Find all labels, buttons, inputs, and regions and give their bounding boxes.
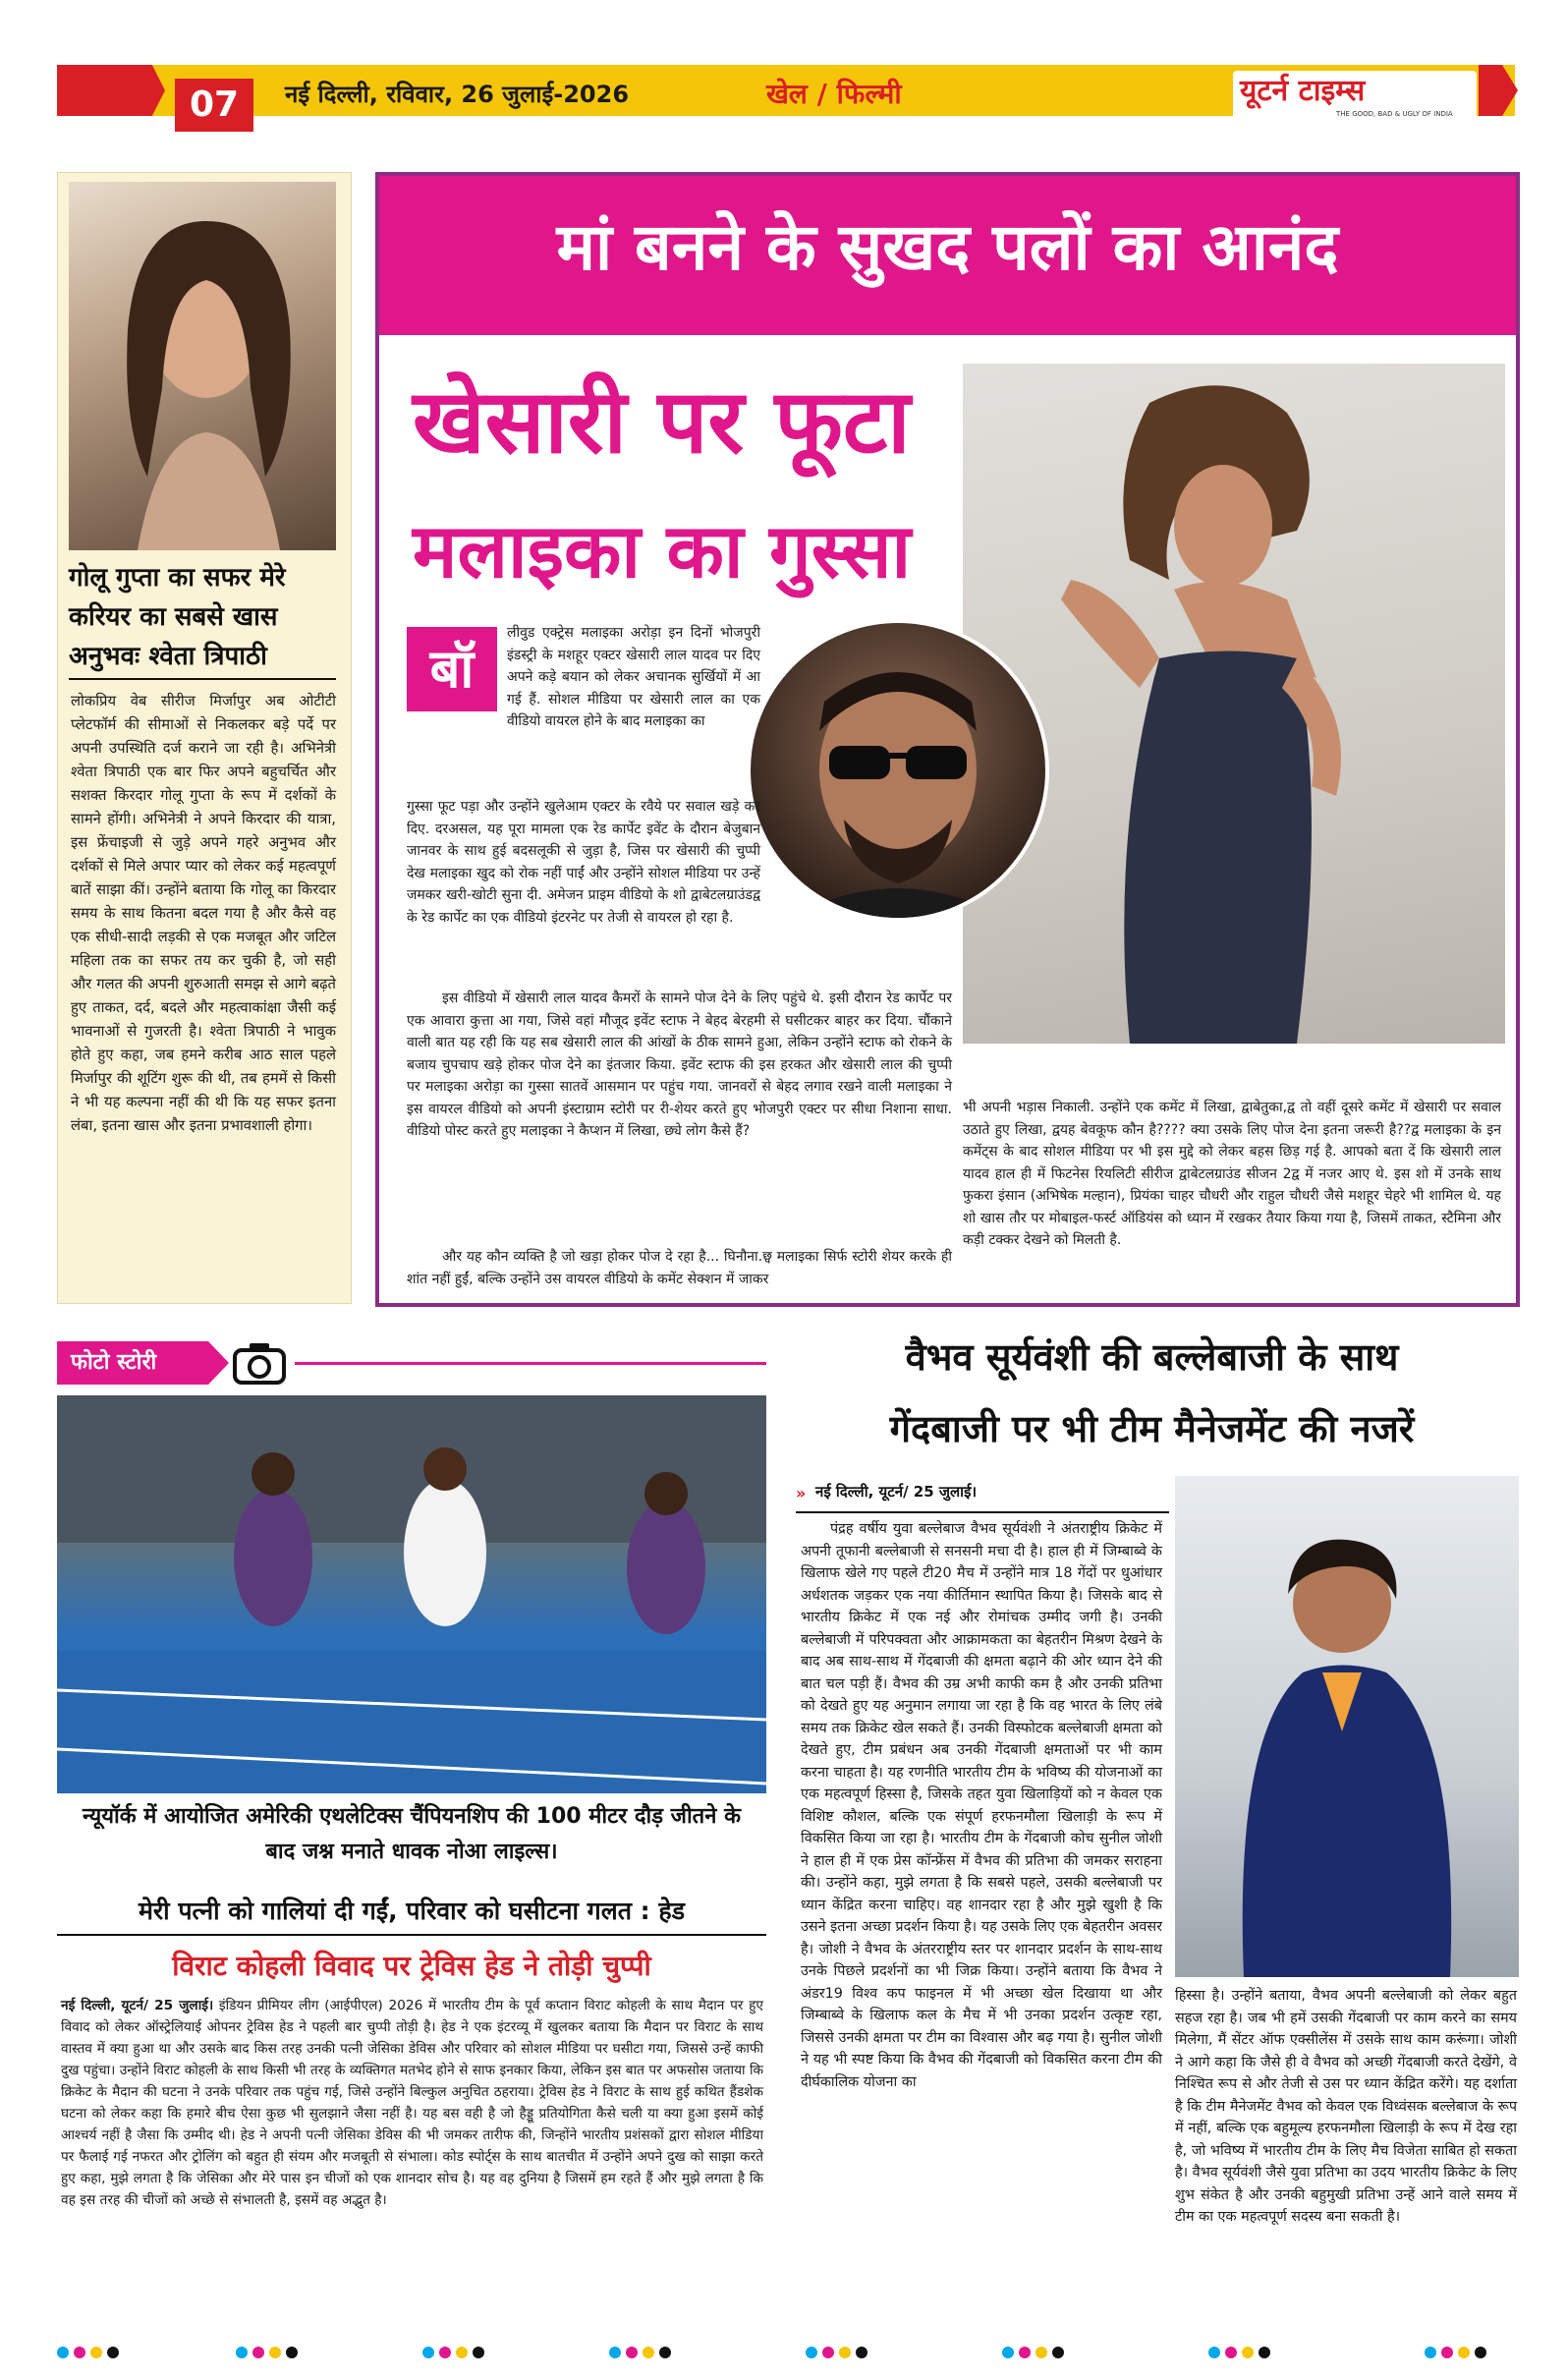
registration-dots-2 xyxy=(236,2347,298,2358)
chevron-right-icon: » xyxy=(796,1484,807,1502)
feature-headline-2: मलाइका का गुस्सा xyxy=(413,507,912,595)
head-kicker: मेरी पत्नी को गालियां दी गईं, परिवार को घसीटना गलत : हेड xyxy=(138,1897,686,1925)
portrait-illustration xyxy=(69,182,336,550)
feature-intro: लीवुड एक्ट्रेस मलाइका अरोड़ा इन दिनों भोजपुरी इंडस्ट्री के मशहूर एक्टर खेसारी लाल यादव पर दिए अपने कड़े बयान को लेकर अचानक सुर्खियों में आ गई हैं. सोशल मीडिया पर खेसारी लाल का एक वीडियो वायरल होने के बाद मलाइका का xyxy=(507,625,760,729)
head-body-text: इंडियन प्रीमियर लीग (आईपीएल) 2026 में भारतीय टीम के पूर्व कप्तान विराट कोहली के साथ मैदान पर हुए विवाद को लेकर ऑस्ट्रेलियाई ओपनर ट्रेविस हेड ने पहली बार चुप्पी तोड़ी है। हेड ने एक इंटरव्यू में खुलकर बताया कि मैदान पर विराट के साथ वास्तव में क्या हुआ था और उसके बाद किस तरह उनकी पत्नी जेसिका डेविस और परिवार को सोशल मीडिया पर घसीटा गया, जिससे उन्हें काफी दुख पहुंचा। उन्होंने विराट कोहली के साथ किसी भी तरह के व्यक्तिगत मतभेद होने से साफ इनकार किया, लेकिन इस बात पर अफसोस जताया कि क्रिकेट के मैदान की घटना ने उनके परिवार तक पहुंच गई, जिसे उन्होंने बिल्कुल अनुचित ठहराया। ट्रेविस हेड ने विराट के साथ हुई कथित हैंडशेक घटना को लेकर कहा कि हमारे बीच ऐसा कुछ भी सुलझाने जैसा नहीं है। यह बस वही है जो हैड्डू प्रतियोगिता कैसे चली या क्या हुआ इसमें कोई आश्चर्य नहीं है जैसा कि उम्मीद थी। हेड ने अपनी पत्नी जेसिका डेविस की भी जमकर तारीफ की, जिन्होंने भारतीय प्रशंसकों द्वारा सोशल मीडिया पर फैलाई गई नफरत और ट्रोलिंग को बहुत ही संयम और मजबूती से संभाला। कोड स्पोर्ट्स के साथ बातचीत में उन्होंने अपने दुख को साझा करते हुए कहा, मुझे लगता है कि जेसिका और मेरे पास इन चीजों को एक शानदार सोच है। यह वह दुनिया है जिसमें हम रहते हैं और मुझे लगता है कि वह इस तरह की चीजों को अच्छे से संभालती है, इसमें वह अद्भुत है। xyxy=(61,1998,763,2208)
khesari-photo xyxy=(747,619,1049,922)
vaibhav-photo xyxy=(1175,1476,1519,1977)
camera-icon xyxy=(232,1340,287,1389)
sidebar-rule xyxy=(69,678,336,680)
photo-story-line xyxy=(295,1362,766,1365)
masthead-logo: यूटर्न टाइम्स xyxy=(1240,74,1366,108)
sidebar-body: लोकप्रिय वेब सीरीज मिर्जापुर अब ओटीटी प्लेटफॉर्म की सीमाओं से निकलकर बड़े पर्दे पर अपनी उपस्थिति दर्ज कराने जा रही है। अभिनेत्री श्वेता त्रिपाठी एक बार फिर अपने बहुचर्चित और सशक्त किरदार गोलू गुप्ता के रूप में दर्शकों के सामने होंगी। अभिनेत्री ने अपने किरदार की यात्रा, इस फ्रेंचाइजी से जुड़े अपने गहरे अनुभव और दर्शकों से मिले अपार प्यार को लेकर कई महत्वपूर्ण बातें साझा कीं। उन्होंने बताया कि गोलू का किरदार समय के साथ कितना बदल गया है और कैसे वह एक सीधी-सादी लड़की से एक मजबूत और जटिल महिला तक का सफर तय कर चुकी है, जो सही और गलत की अपनी शुरुआती समझ से आगे बढ़ते हुए ताकत, दर्द, बदले और महत्वाकांक्षा जैसी कई भावनाओं से गुजरती है। श्वेता त्रिपाठी ने भावुक होते हुए कहा, जब हमने करीब आठ साल पहले मिर्जापुर की शूटिंग शुरू की थी, तब हममें से किसी ने भी यह कल्पना नहीं की थी कि यह सफर इतना लंबा, इतना खास और इतना प्रभावशाली होगा। xyxy=(71,693,336,1134)
feature-headline-1: खेसारी पर फूटा xyxy=(413,370,911,474)
masthead-tagline: THE GOOD, BAD & UGLY OF INDIA xyxy=(1336,110,1453,118)
vaibhav-dateline: नई दिल्ली, यूटर्न/ 25 जुलाई। xyxy=(815,1483,978,1501)
khesari-illustration xyxy=(751,623,1045,918)
sprint-photo xyxy=(57,1395,766,1796)
section-label: खेल / फिल्मी xyxy=(766,78,902,110)
vaibhav-headline-2: गेंदबाजी पर भी टीम मैनेजमेंट की नजरें xyxy=(889,1407,1415,1450)
shweta-photo xyxy=(69,182,336,550)
drop-cap: बॉ xyxy=(407,627,497,711)
registration-dots-1 xyxy=(57,2347,119,2358)
feature-para-4: भी अपनी भड़ास निकाली. उन्होंने एक कमेंट में लिखा, द्वाबेतुका,द्व तो वहीं दूसरे कमेंट में खेसारी पर सवाल उठाते हुए लिखा, द्वयह बेवकूफ कौन है???? क्या उसके लिए पोज देना इतना जरूरी है??द्व मलाइका के इन कमेंट्स के बाद सोशल मीडिया पर भी इस मुद्दे को लेकर बहस छिड़ गई है. आपको बता दें कि खेसारी लाल यादव हाल ही में फिटनेस रियलिटी सीरीज द्वाबेटलग्राउंड सीजन 2द्व में नजर आए थे. इस शो में उनके साथ फुकरा इंसान (अभिषेक मल्हान), प्रियंका चाहर चौधरी और राहुल चौधरी जैसे मशहूर चेहरे भी शामिल थे. यह शो खास तौर पर मोबाइल-फर्स्ट ऑडियंस को ध्यान में रखकर तैयार किया गया है, जिसमें ताकत, स्टैमिना और कड़ी टक्कर देखने को मिलती है. xyxy=(963,1100,1501,1248)
sprint-illustration xyxy=(57,1395,766,1796)
feature-para-1: गुस्सा फूट पड़ा और उन्होंने खुलेआम एक्टर के रवैये पर सवाल खड़े कर दिए. दरअसल, यह पूरा मामला एक रेड कार्पेट इवेंट के दौरान बेजुबान जानवर के साथ हुई बदसलूकी से जुड़ा है, जिस पर खेसारी की चुप्पी देख मलाइका खुद को रोक नहीं पाईं और उन्होंने सोशल मीडिया पर उन्हें जमकर खरी-खोटी सुना दी. अमेजन प्राइम वीडियो के शो द्वाबेटलग्राउंडद्व के रेड कार्पेट का एक वीडियो इंटरनेट पर तेजी से वायरल हो रहा है. xyxy=(407,799,760,926)
header-red-strip xyxy=(57,65,165,116)
head-headline: विराट कोहली विवाद पर ट्रेविस हेड ने तोड़ी चुप्पी xyxy=(172,1950,651,1982)
registration-dots-6 xyxy=(1002,2347,1064,2358)
registration-dots-4 xyxy=(609,2347,671,2358)
photo-caption: न्यूयॉर्क में आयोजित अमेरिकी एथलेटिक्स चैंपियनशिप की 100 मीटर दौड़ जीतने के बाद जश्न मनाते धावक नोआ लाइल्स। xyxy=(57,1793,766,1872)
malaika-illustration xyxy=(963,364,1505,1044)
head-body xyxy=(61,1995,763,2211)
dateline: नई दिल्ली, रविवार, 26 जुलाई-2026 xyxy=(285,81,630,108)
vaibhav-col-2: हिस्सा है। उन्होंने बताया, वैभव अपनी बल्लेबाजी को लेकर बहुत सहज रहा है। जब भी हमें उसकी गेंदबाजी पर काम करने का समय मिलेगा, मैं सेंटर ऑफ एक्सीलेंस में उसके साथ काम करूंगा। जोशी ने आगे कहा कि जैसे ही वे वैभव को अच्छी गेंदबाजी करते देखेंगे, वे निश्चित रूप से और तेजी से उस पर ध्यान केंद्रित करेंगे। यह दर्शाता है कि टीम मैनेजमेंट वैभव को केवल एक विध्वंसक बल्लेबाज के रूप में नहीं, बल्कि एक बहुमूल्य हरफनमौला खिलाड़ी के रूप में देख रहा है, जो भविष्य में भारतीय टीम के लिए मैच विजेता साबित हो सकता है। वैभव सूर्यवंशी जैसे युवा प्रतिभा का उदय भारतीय क्रिकेट के लिए शुभ संकेत है और उनकी बहुमुखी प्रतिभा उन्हें आने वाले समय में टीम का एक महत्वपूर्ण सदस्य बना सकती है। xyxy=(1175,1988,1517,2225)
vaibhav-headline-1: वैभव सूर्यवंशी की बल्लेबाजी के साथ xyxy=(905,1335,1399,1379)
registration-dots-3 xyxy=(422,2347,484,2358)
head-divider xyxy=(57,1934,766,1936)
vaibhav-col-1: पंद्रह वर्षीय युवा बल्लेबाज वैभव सूर्यवंशी ने अंतराष्ट्रीय क्रिकेट में अपनी तूफानी बल्लेबाजी से सनसनी मचा दी है। हाल ही में जिम्बाब्वे के खिलाफ खेले गए पहले टी20 मैच में उन्होंने मात्र 18 गेंदों पर धुआंधार अर्धशतक जड़कर एक नया कीर्तिमान स्थापित किया है। जिसके बाद से भारतीय क्रिकेट में एक नई और रोमांचक उम्मीद जगी है। उनकी बल्लेबाजी में परिपक्वता और आक्रामकता का बेहतरीन मिश्रण देखने के बाद अब साथ-साथ में गेंदबाजी की क्षमता बढ़ाने की ओर ध्यान देने की बात चल पड़ी हैं। वैभव की उम्र अभी काफी कम है और उनकी प्रतिभा को देखते हुए यह अनुमान लगाया जा रहा है कि वह भारत के लिए लंबे समय तक क्रिकेट खेल सकते हैं। उनकी विस्फोटक बल्लेबाजी क्षमता को देखते हुए, टीम प्रबंधन अब उनकी गेंदबाजी क्षमताओं पर भी काम करना चाहता है। यह रणनीति भारतीय टीम के भविष्य की योजनाओं का एक महत्वपूर्ण हिस्सा है, जिसके तहत युवा खिलाड़ियों को न केवल एक विशिष्ट कौशल, बल्कि एक संपूर्ण हरफनमौला खिलाड़ी के रूप में विकसित किया जा रहा है। भारतीय टीम के गेंदबाजी कोच सुनील जोशी ने हाल ही में एक प्रेस कॉन्फ्रेंस में वैभव की प्रतिभा की जमकर सराहना की। उन्होंने कहा, मुझे लगता है कि सबसे पहले, उसकी बल्लेबाजी पर ध्यान केंद्रित करना चाहिए। वह शानदार रहा है और मुझे खुशी है कि उसने इतना अच्छा प्रदर्शन किया है। यह उसके लिए एक बेहतरीन अवसर है। जोशी ने वैभव के अंतरराष्ट्रीय स्तर पर शानदार प्रदर्शन के साथ-साथ उनके पिछले प्रदर्शनों का भी जिक्र किया। उन्होंने बताया कि वैभव ने अंडर19 विश्व कप फाइनल में भी अच्छा खेल दिखाया था और जिम्बाब्वे के खिलाफ कल के मैच में भी उनका प्रदर्शन उत्कृष्ट रहा, जिससे उनकी क्षमता पर टीम का विश्वास और बढ़ गया है। सुनील जोशी ने यह भी स्पष्ट किया कि वैभव की गेंदबाजी को विकसित करना टीम की दीर्घकालिक योजना का xyxy=(801,1521,1162,2090)
feature-para-3: और यह कौन व्यक्ति है जो खड़ा होकर पोज दे रहा है... घिनौना.छ्व मलाइका सिर्फ स्टोरी शेयर करके ही शांत नहीं हुईं, बल्कि उन्होंने उस वायरल वीडियो के कमेंट सेक्शन में जाकर xyxy=(407,1249,952,1287)
page-number: 07 xyxy=(175,79,253,132)
feature-para-2: इस वीडियो में खेसारी लाल यादव कैमरों के सामने पोज देने के लिए पहुंचे थे. इसी दौरान रेड कार्पेट पर एक आवारा कुत्ता आ गया, जिसे वहां मौजूद इवेंट स्टाफ ने बेहद बेरहमी से घसीटकर बाहर कर दिया. चौंकाने वाली बात यह रही कि यह सब खेसारी लाल की आंखों के ठीक सामने हुआ, लेकिन उन्होंने स्टाफ को रोकने के बजाय चुपचाप खड़े होकर पोज देने का इंतजार किया. इवेंट स्टाफ की इस हरकत और खेसारी लाल की चुप्पी पर मलाइका अरोड़ा का गुस्सा सातवें आसमान पर पहुंच गया. जानवरों से बेहद लगाव रखने वाली मलाइका ने इस वायरल वीडियो को अपनी इंस्टाग्राम स्टोरी पर री-शेयर करते हुए भोजपुरी एक्टर पर सीधा निशाना साधा. वीडियो पोस्ट करते हुए मलाइका ने कैप्शन में लिखा, छ्ये लोग कैसे हैं? xyxy=(407,991,952,1139)
registration-dots-8 xyxy=(1425,2347,1486,2358)
photo-story-label: फोटो स्टोरी xyxy=(71,1350,157,1375)
malaika-photo xyxy=(963,364,1505,1044)
vaibhav-illustration xyxy=(1175,1476,1519,1977)
registration-dots-7 xyxy=(1208,2347,1270,2358)
vaibhav-rule xyxy=(796,1511,1169,1513)
head-dateline: नई दिल्ली, यूटर्न/ 25 जुलाई। xyxy=(61,1998,214,2013)
sidebar-headline: गोलू गुप्ता का सफर मेरे करियर का सबसे खास अनुभवः श्वेता त्रिपाठी xyxy=(69,563,286,671)
registration-dots-5 xyxy=(806,2347,867,2358)
feature-banner-text: मां बनने के सुखद पलों का आनंद xyxy=(556,209,1339,285)
